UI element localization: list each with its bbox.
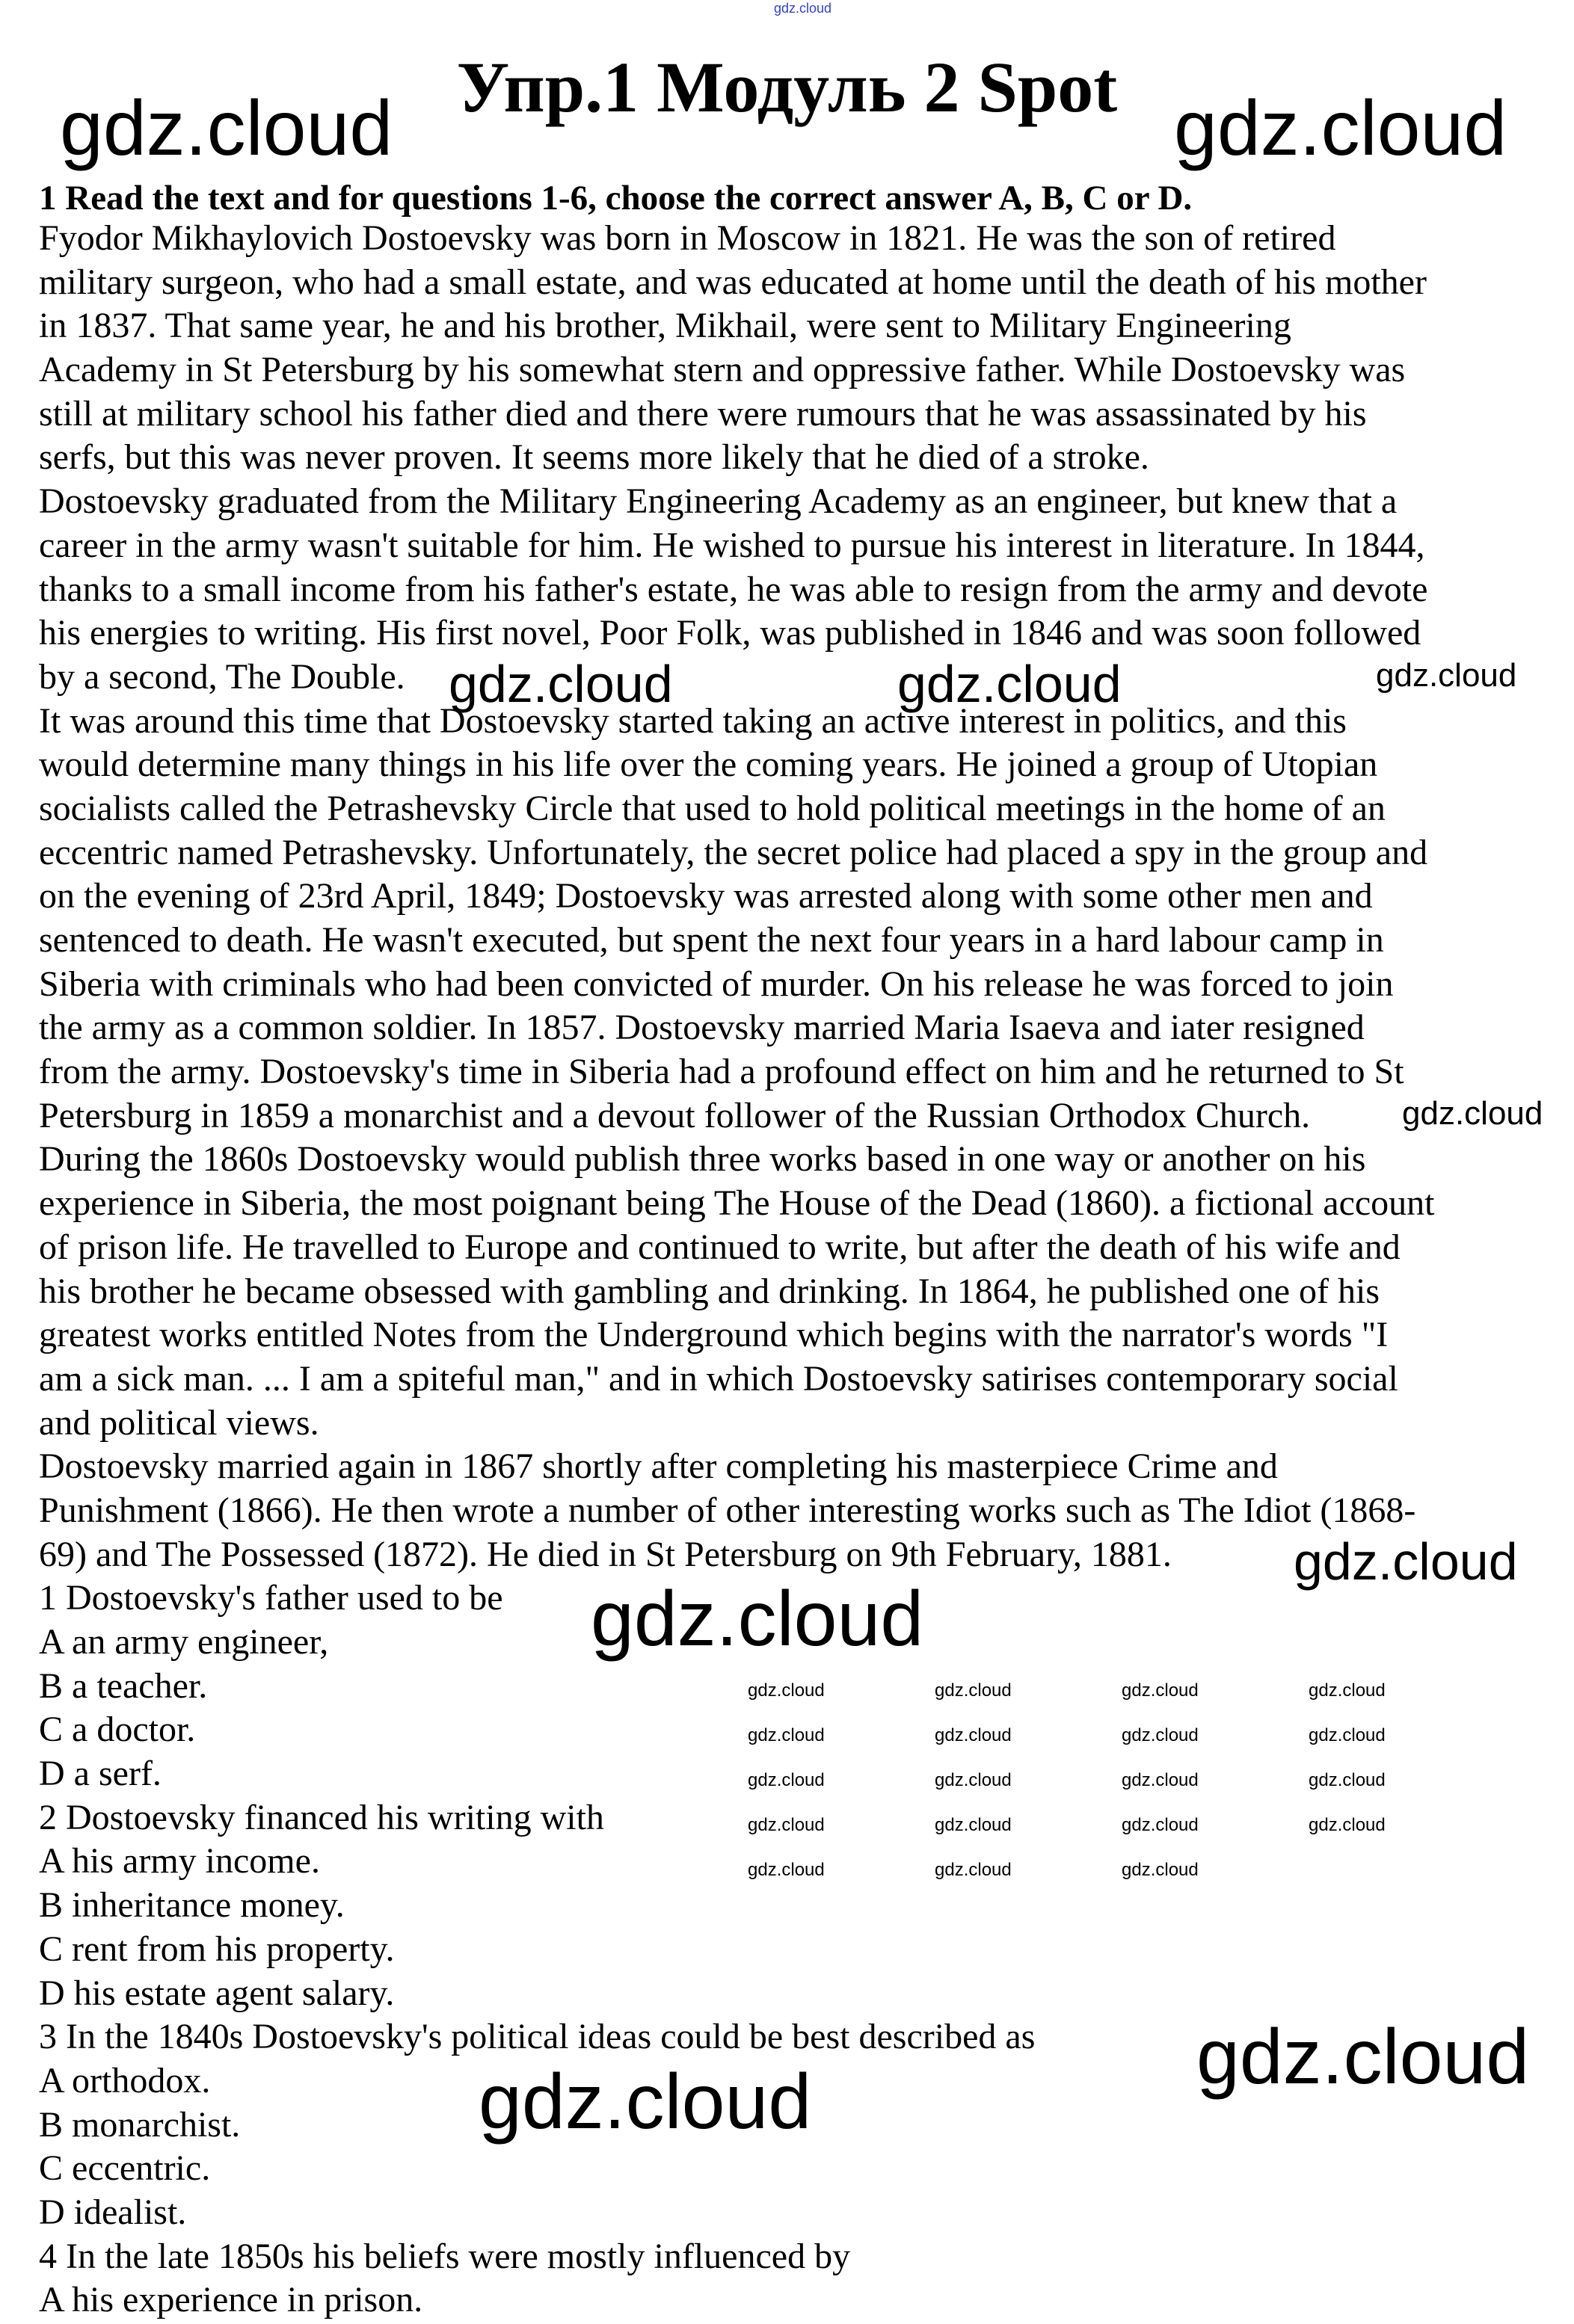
text-line: still at military school his father died and there were rumours that he was assassinated by his bbox=[39, 393, 1367, 434]
watermark: gdz.cloud bbox=[1122, 1725, 1199, 1745]
text-line: Siberia with criminals who had been convicted of murder. On his release he was forced to join bbox=[39, 964, 1394, 1004]
text-line: in 1837. That same year, he and his brother, Mikhail, were sent to Military Engineering bbox=[39, 306, 1291, 346]
text-line: am a sick man. ... I am a spiteful man," and in which Dostoevsky satirises contemporary social bbox=[39, 1358, 1398, 1399]
text-line: It was around this time that Dostoevsky started taking an active interest in politics, and this bbox=[39, 700, 1347, 741]
text-line: socialists called the Petrashevsky Circle that used to hold political meetings in the home of an bbox=[39, 788, 1386, 828]
watermark: gdz.cloud bbox=[1309, 1725, 1386, 1745]
watermark: gdz.cloud bbox=[748, 1725, 825, 1745]
text-line: 3 In the 1840s Dostoevsky's political ideas could be best described as bbox=[39, 2017, 1036, 2057]
watermark: gdz.cloud bbox=[935, 1860, 1012, 1880]
watermark: gdz.cloud bbox=[449, 655, 673, 713]
watermark: gdz.cloud bbox=[1376, 657, 1517, 694]
text-line: his brother he became obsessed with gambling and drinking. In 1864, he published one of his bbox=[39, 1271, 1380, 1311]
text-line: by a second, The Double. bbox=[39, 656, 405, 697]
watermark: gdz.cloud bbox=[935, 1725, 1012, 1745]
text-line: D a serf. bbox=[39, 1754, 162, 1794]
text-line: his energies to writing. His first novel, Poor Folk, was published in 1846 and was soon followed bbox=[39, 613, 1421, 653]
text-line: serfs, but this was never proven. It seems more likely that he died of a stroke. bbox=[39, 437, 1149, 478]
watermark: gdz.cloud bbox=[1402, 1095, 1543, 1132]
watermark: gdz.cloud bbox=[935, 1815, 1012, 1835]
watermark: gdz.cloud bbox=[748, 1815, 825, 1835]
text-line: sentenced to death. He wasn't executed, but spent the next four years in a hard labour camp in bbox=[39, 920, 1384, 960]
text-line: A an army engineer, bbox=[39, 1622, 329, 1662]
watermark: gdz.cloud bbox=[60, 85, 393, 172]
text-line: C a doctor. bbox=[39, 1710, 196, 1750]
watermark: gdz.cloud bbox=[1309, 1770, 1386, 1790]
text-line: B inheritance money. bbox=[39, 1885, 345, 1926]
watermark: gdz.cloud bbox=[1196, 2014, 1530, 2100]
page-title: Упр.1 Модуль 2 Spot bbox=[456, 47, 1118, 127]
watermark: gdz.cloud bbox=[1174, 85, 1507, 172]
text-line: A his army income. bbox=[39, 1841, 320, 1881]
exercise-instruction: 1 Read the text and for questions 1-6, choose the correct answer A, B, C or D. bbox=[39, 179, 1193, 218]
text-line: 2 Dostoevsky financed his writing with bbox=[39, 1797, 604, 1837]
watermark: gdz.cloud bbox=[1122, 1770, 1199, 1790]
text-line: experience in Siberia, the most poignant being The House of the Dead (1860). a fictional account bbox=[39, 1183, 1435, 1224]
text-line: Petersburg in 1859 a monarchist and a devout follower of the Russian Orthodox Church. bbox=[39, 1095, 1311, 1135]
watermark: gdz.cloud bbox=[591, 1576, 924, 1662]
text-line: military surgeon, who had a small estate, and was educated at home until the death of his mother bbox=[39, 262, 1427, 302]
text-line: thanks to a small income from his father's estate, he was able to resign from the army and devote bbox=[39, 569, 1428, 609]
watermark: gdz.cloud bbox=[1122, 1815, 1199, 1835]
text-line: career in the army wasn't suitable for him. He wished to pursue his interest in literature. In 1844, bbox=[39, 525, 1425, 565]
text-line: Dostoevsky married again in 1867 shortly after completing his masterpiece Crime and bbox=[39, 1446, 1278, 1487]
text-line: During the 1860s Dostoevsky would publish three works based in one way or another on his bbox=[39, 1139, 1366, 1180]
text-line: 1 Dostoevsky's father used to be bbox=[39, 1578, 503, 1618]
watermark: gdz.cloud bbox=[935, 1680, 1012, 1701]
watermark: gdz.cloud bbox=[748, 1680, 825, 1701]
watermark: gdz.cloud bbox=[1122, 1860, 1199, 1880]
text-line: D idealist. bbox=[39, 2192, 187, 2232]
text-line: on the evening of 23rd April, 1849; Dostoevsky was arrested along with some other men and bbox=[39, 876, 1373, 916]
text-line: of prison life. He travelled to Europe and continued to write, but after the death of his wife and bbox=[39, 1227, 1401, 1267]
watermark: gdz.cloud bbox=[897, 655, 1122, 713]
watermark: gdz.cloud bbox=[774, 1, 832, 16]
watermark: gdz.cloud bbox=[748, 1860, 825, 1880]
text-line: from the army. Dostoevsky's time in Siberia had a profound effect on him and he returned to St bbox=[39, 1052, 1404, 1092]
watermark: gdz.cloud bbox=[1309, 1815, 1386, 1835]
text-line: and political views. bbox=[39, 1402, 319, 1443]
text-line: Academy in St Petersburg by his somewhat stern and oppressive father. While Dostoevsky was bbox=[39, 350, 1406, 390]
watermark: gdz.cloud bbox=[1122, 1680, 1199, 1701]
watermark: gdz.cloud bbox=[935, 1770, 1012, 1790]
text-line: D his estate agent salary. bbox=[39, 1973, 395, 2013]
text-line: eccentric named Petrashevsky. Unfortunately, the secret police had placed a spy in the group and bbox=[39, 832, 1428, 872]
reading-text bbox=[39, 217, 1435, 2323]
text-line: the army as a common soldier. In 1857. Dostoevsky married Maria Isaeva and iater resigned bbox=[39, 1008, 1365, 1048]
watermark: gdz.cloud bbox=[479, 2059, 812, 2145]
watermark: gdz.cloud bbox=[1309, 1680, 1386, 1701]
text-line: Dostoevsky graduated from the Military Engineering Academy as an engineer, but knew that a bbox=[39, 481, 1398, 522]
text-line: would determine many things in his life over the coming years. He joined a group of Utopian bbox=[39, 745, 1378, 785]
text-line: B a teacher. bbox=[39, 1665, 208, 1706]
text-line: A orthodox. bbox=[39, 2060, 211, 2100]
watermark: gdz.cloud bbox=[748, 1770, 825, 1790]
text-line: 69) and The Possessed (1872). He died in St Petersburg on 9th February, 1881. bbox=[39, 1534, 1172, 1574]
text-line: B monarchist. bbox=[39, 2104, 241, 2145]
text-line: C eccentric. bbox=[39, 2148, 211, 2189]
text-line: greatest works entitled Notes from the Underground which begins with the narrator's words "I bbox=[39, 1315, 1389, 1355]
text-line: Fyodor Mikhaylovich Dostoevsky was born in Moscow in 1821. He was the son of retired bbox=[39, 218, 1336, 258]
text-line: Punishment (1866). He then wrote a number of other interesting works such as The Idiot (1868- bbox=[39, 1490, 1416, 1530]
text-line: A his experience in prison. bbox=[39, 2280, 423, 2320]
watermark: gdz.cloud bbox=[1294, 1532, 1518, 1591]
text-line: 4 In the late 1850s his beliefs were mostly influenced by bbox=[39, 2236, 851, 2276]
text-line: C rent from his property. bbox=[39, 1929, 395, 1969]
